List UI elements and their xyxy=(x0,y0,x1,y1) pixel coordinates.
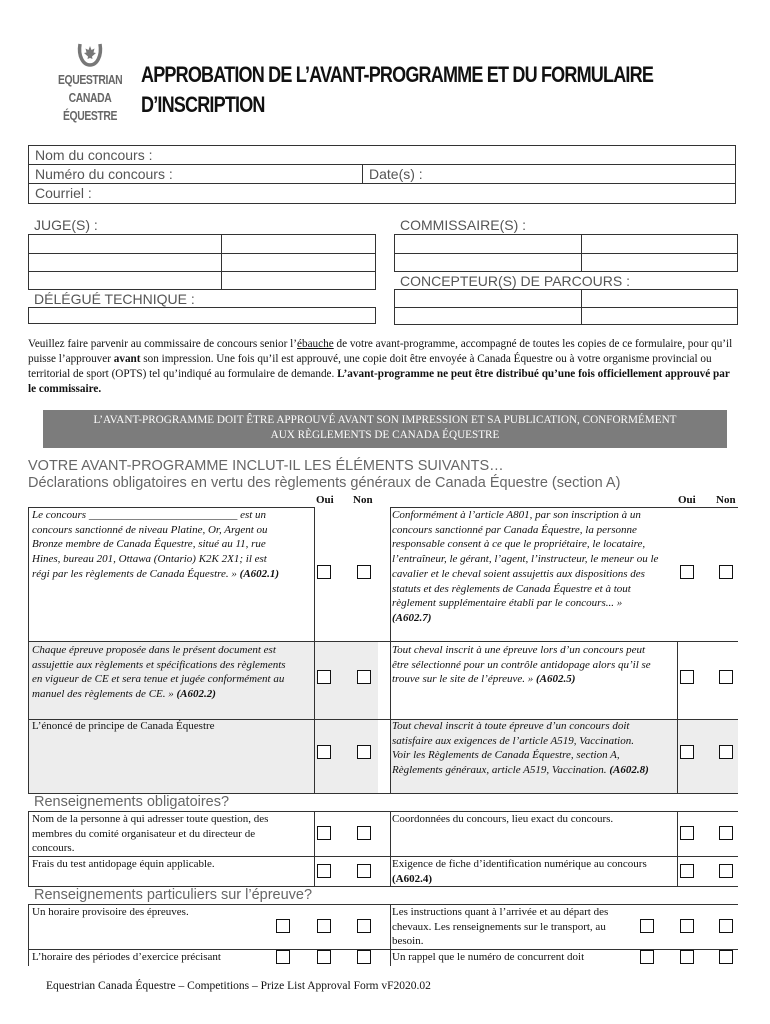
nom-label: Nom du concours : xyxy=(35,147,153,163)
renseignement-left-1: Nom de la personne à qui adresser toute question, des membres du comité organisateur et du directeur de concours. xyxy=(32,813,269,855)
particulier-right-2: Un rappel que le numéro de concurrent doit xyxy=(392,951,585,963)
oui-header-right: Oui xyxy=(678,494,696,506)
oui-checkbox[interactable] xyxy=(317,565,331,579)
non-checkbox[interactable] xyxy=(357,745,371,759)
particuliers-heading: Renseignements particuliers sur l’épreuve? xyxy=(34,887,313,903)
non-checkbox[interactable] xyxy=(357,919,371,933)
declaration-left-3: L’énoncé de principe de Canada Équestre xyxy=(32,720,215,732)
oui-checkbox[interactable] xyxy=(317,864,331,878)
declaration-right-3: Tout cheval inscrit à toute épreuve d’un concours doit satisfaire aux exigences de l’article A519, Vaccination. Voir les Règlements de Canada Équestre, section A, Règlements généraux, article A519, Vaccination. (A602.8) xyxy=(392,720,649,777)
non-checkbox[interactable] xyxy=(719,670,733,684)
oui-header-left: Oui xyxy=(316,494,334,506)
oui-checkbox[interactable] xyxy=(317,919,331,933)
non-checkbox[interactable] xyxy=(357,950,371,964)
particulier-right-1: Les instructions quant à l’arrivée et au départ des chevaux. Les renseignements sur le transport, au besoin. xyxy=(392,906,609,948)
non-checkbox[interactable] xyxy=(719,919,733,933)
numero-label: Numéro du concours : xyxy=(35,166,173,182)
delegue-label: DÉLÉGUÉ TECHNIQUE : xyxy=(34,291,195,307)
renseignement-left-2: Frais du test antidopage équin applicable. xyxy=(32,858,215,870)
page-title xyxy=(141,60,666,120)
renseignement-right-2: Exigence de fiche d’identification numérique au concours (A602.4) xyxy=(392,858,647,885)
commissaires-label: COMMISSAIRE(S) : xyxy=(400,217,527,233)
oui-checkbox[interactable] xyxy=(276,919,290,933)
non-header-left: Non xyxy=(353,494,373,506)
non-checkbox[interactable] xyxy=(719,565,733,579)
footer: Equestrian Canada Équestre – Competitions – Prize List Approval Form vF2020.02 xyxy=(46,980,431,992)
instr-ebauche: ébauche xyxy=(297,338,334,350)
instr-bold: L’avant-programme ne peut être distribué qu’une fois officiellement approuvé par le commissaire. xyxy=(28,368,730,395)
instr-part-2: de votre avant-programme, accompagné de toutes les copies de ce formulaire, pour qu’il puisse l’approuver xyxy=(28,338,733,365)
instr-part-1: Veuillez faire parvenir au commissaire de concours senior l’ xyxy=(28,338,298,350)
oui-checkbox[interactable] xyxy=(317,670,331,684)
dates-field[interactable] xyxy=(362,165,423,183)
title-line-2: D’INSCRIPTION xyxy=(141,92,265,117)
competition-info-box xyxy=(28,145,736,204)
non-checkbox[interactable] xyxy=(719,950,733,964)
banner-line-1: L’AVANT-PROGRAMME DOIT ÊTRE APPROUVÉ AVANT SON IMPRESSION ET SA PUBLICATION, CONFORMÉMENT xyxy=(93,414,677,426)
oui-checkbox[interactable] xyxy=(680,950,694,964)
concepteurs-label: CONCEPTEUR(S) DE PARCOURS : xyxy=(400,273,630,289)
questions-heading: VOTRE AVANT-PROGRAMME INCLUT-IL LES ÉLÉMENTS SUIVANTS… xyxy=(28,458,504,474)
oui-checkbox[interactable] xyxy=(680,864,694,878)
juge-field[interactable] xyxy=(29,235,220,252)
delegue-field[interactable] xyxy=(28,307,376,324)
non-checkbox[interactable] xyxy=(719,864,733,878)
instr-part-3: son impression. Une fois qu’il est approuvé, une copie doit être envoyée à Canada Équestre ou à votre organisme provincial ou territorial de sport (OPTS) tel qu’indiqué au formulaire de demande. xyxy=(28,353,712,380)
oui-checkbox[interactable] xyxy=(640,950,654,964)
oui-checkbox[interactable] xyxy=(317,826,331,840)
approval-banner xyxy=(43,410,727,448)
oui-checkbox[interactable] xyxy=(680,670,694,684)
declaration-left-2: Chaque épreuve proposée dans le présent document est assujettie aux règlements et spécifications des règlements en vigueur de CE et sera tenue et jugée conformément au manuel des règlements de CE. » (A602.2) xyxy=(32,644,286,701)
non-checkbox[interactable] xyxy=(357,826,371,840)
oui-checkbox[interactable] xyxy=(680,826,694,840)
numero-row[interactable] xyxy=(29,165,735,184)
banner-line-2: AUX RÈGLEMENTS DE CANADA ÉQUESTRE xyxy=(270,429,500,441)
particulier-left-1: Un horaire provisoire des épreuves. xyxy=(32,906,189,918)
oui-checkbox[interactable] xyxy=(680,919,694,933)
oui-checkbox[interactable] xyxy=(317,950,331,964)
declaration-left-1: Le concours ___________________________ est un concours sanctionné de niveau Platine, Or, Argent ou Bronze membre de Canada Équestre, situé au 11, rue Hines, bureau 201, Ottawa (Ontario) K2K 2X1; il est régi par les règlements de Canada Équestre. » (A602.1) xyxy=(32,509,280,580)
dates-label: Date(s) : xyxy=(369,166,423,182)
non-header-right: Non xyxy=(716,494,736,506)
courriel-row[interactable] xyxy=(29,184,735,203)
logo-line-3: ÉQUESTRE xyxy=(62,108,117,123)
oui-checkbox[interactable] xyxy=(640,919,654,933)
non-checkbox[interactable] xyxy=(719,745,733,759)
nom-row[interactable] xyxy=(29,146,735,165)
horseshoe-maple-icon xyxy=(75,42,105,68)
declaration-right-2: Tout cheval inscrit à une épreuve lors d’un concours peut être sélectionné pour un contrôle antidopage alors qu’il se trouve sur le site de l’épreuve. » (A602.5) xyxy=(392,644,651,686)
particulier-left-2: L’horaire des périodes d’exercice précisant xyxy=(32,951,221,963)
declaration-right-1: Conformément à l’article A801, par son inscription à un concours sanctionné par Canada Équestre, la personne responsable consent à ce que le propriétaire, le locataire, l’entraîneur, le gérant, l’agent, l’instructeur, le meneur ou le cavalier et le cheval soient assujettis aux dispositions des statuts et des règlements de Canada Équestre et à tout règlement supplémentaire établi par le concours... » (A602.7) xyxy=(392,509,659,624)
oui-checkbox[interactable] xyxy=(276,950,290,964)
instr-avant: avant xyxy=(113,353,141,365)
oui-checkbox[interactable] xyxy=(317,745,331,759)
juges-label: JUGE(S) : xyxy=(34,217,98,233)
renseignement-right-1: Coordonnées du concours, lieu exact du concours. xyxy=(392,813,614,825)
renseignements-heading: Renseignements obligatoires? xyxy=(34,794,230,810)
logo-line-1: EQUESTRIAN xyxy=(58,72,123,87)
non-checkbox[interactable] xyxy=(357,864,371,878)
questions-subheading: Déclarations obligatoires en vertu des règlements généraux de Canada Équestre (section A) xyxy=(28,475,621,491)
non-checkbox[interactable] xyxy=(357,670,371,684)
oui-checkbox[interactable] xyxy=(680,565,694,579)
non-checkbox[interactable] xyxy=(357,565,371,579)
commissaires-grid xyxy=(394,234,738,272)
logo-line-2: CANADA xyxy=(68,90,112,105)
title-line-1: APPROBATION DE L’AVANT-PROGRAMME ET DU FORMULAIRE xyxy=(141,62,654,87)
oui-checkbox[interactable] xyxy=(680,745,694,759)
logo xyxy=(50,42,130,128)
courriel-label: Courriel : xyxy=(35,185,92,201)
instructions-paragraph xyxy=(28,337,736,397)
concepteurs-grid xyxy=(394,289,738,325)
non-checkbox[interactable] xyxy=(719,826,733,840)
